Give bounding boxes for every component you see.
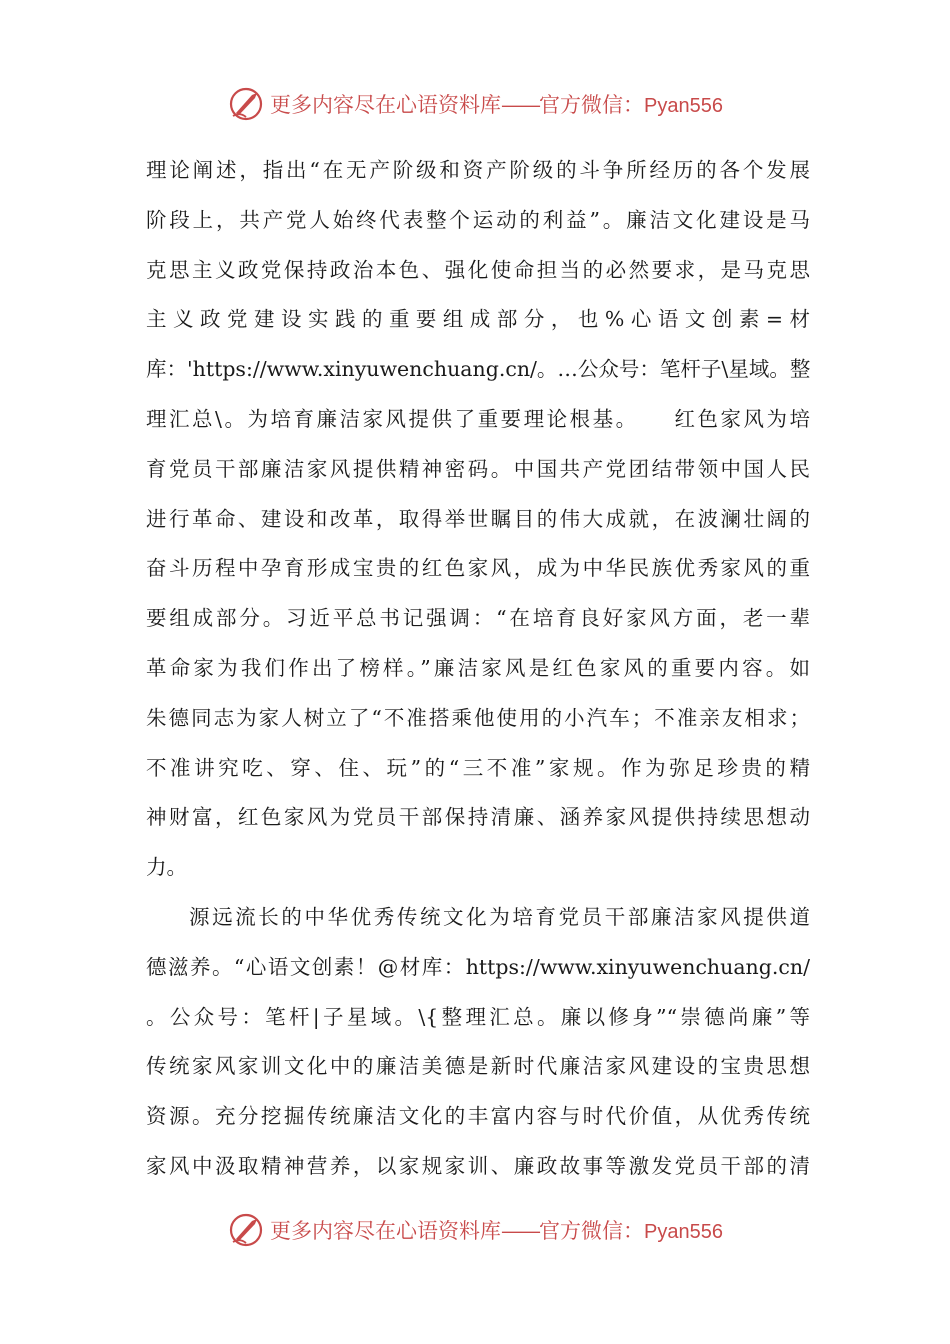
quill-logo-icon (228, 1212, 264, 1248)
text-line: 理论阐述，指出“在无产阶级和资产阶级的斗争所经历的各个发展 (146, 158, 810, 182)
header-wechat-label: 官方微信： (539, 93, 644, 117)
footer-banner-text (270, 1215, 723, 1245)
footer-banner (228, 1208, 748, 1252)
quill-logo-icon (228, 86, 264, 122)
text-line: 阶段上，共产党人始终代表整个运动的利益”。廉洁文化建设是马 (146, 207, 810, 232)
text-line: 革命家为我们作出了榜样。”廉洁家风是红色家风的重要内容。如 (146, 655, 810, 680)
header-banner-text (270, 89, 723, 119)
text-line: 库：'https://www.xinyuwenchuang.cn/。…公众号：笔杆子\星域。整 (146, 357, 811, 382)
header-banner (228, 82, 748, 126)
text-line: 理汇总\。为培育廉洁家风提供了重要理论根基。 红色家风为培 (146, 406, 810, 431)
text-line: 要组成部分。习近平总书记强调：“在培育良好家风方面，老一辈 (146, 606, 810, 631)
text-line: 传统家风家训文化中的廉洁美德是新时代廉洁家风建设的宝贵思想 (146, 1054, 810, 1079)
text-line: 进行革命、建设和改革，取得举世瞩目的伟大成就，在波澜壮阔的 (146, 506, 810, 531)
document-body (146, 146, 810, 1192)
footer-banner-title: 更多内容尽在心语资料库 (270, 1219, 501, 1243)
footer-wechat-id: Pyan556 (644, 1221, 723, 1243)
text-line: 朱德同志为家人树立了“不准搭乘他使用的小汽车；不准亲友相求； (146, 705, 810, 730)
footer-wechat-label: 官方微信： (539, 1219, 644, 1243)
header-wechat-id: Pyan556 (644, 95, 723, 117)
text-line: 。公众号：笔杆|子星域。\{整理汇总。廉以修身”“崇德尚廉”等 (146, 1004, 810, 1029)
footer-banner-dash: —— (501, 1219, 539, 1243)
text-line: 育党员干部廉洁家风提供精神密码。中国共产党团结带领中国人民 (146, 456, 810, 481)
text-line: 神财富，红色家风为党员干部保持清廉、涵养家风提供持续思想动 (146, 805, 810, 830)
header-banner-dash: —— (501, 93, 539, 117)
paragraph-first-line: 源远流长的中华优秀传统文化为培育党员干部廉洁家风提供道 (189, 904, 810, 929)
header-banner-title: 更多内容尽在心语资料库 (270, 93, 501, 117)
text-line: 奋斗历程中孕育形成宝贵的红色家风，成为中华民族优秀家风的重 (146, 556, 810, 581)
text-line: 德滋养。“心语文创素！@材库：https://www.xinyuwenchuang.cn/ (146, 954, 810, 979)
text-line: 不准讲究吃、穿、住、玩”的“三不准”家规。作为弥足珍贵的精 (146, 755, 810, 780)
text-line: 家风中汲取精神营养，以家规家训、廉政故事等激发党员干部的清 (146, 1153, 810, 1178)
text-line: 力。 (146, 855, 187, 880)
text-line: 主义政党建设实践的重要组成部分，也%心语文创素=材 (146, 307, 810, 332)
text-line: 克思主义政党保持政治本色、强化使命担当的必然要求，是马克思 (146, 257, 810, 282)
text-line: 资源。充分挖掘传统廉洁文化的丰富内容与时代价值，从优秀传统 (146, 1104, 810, 1129)
